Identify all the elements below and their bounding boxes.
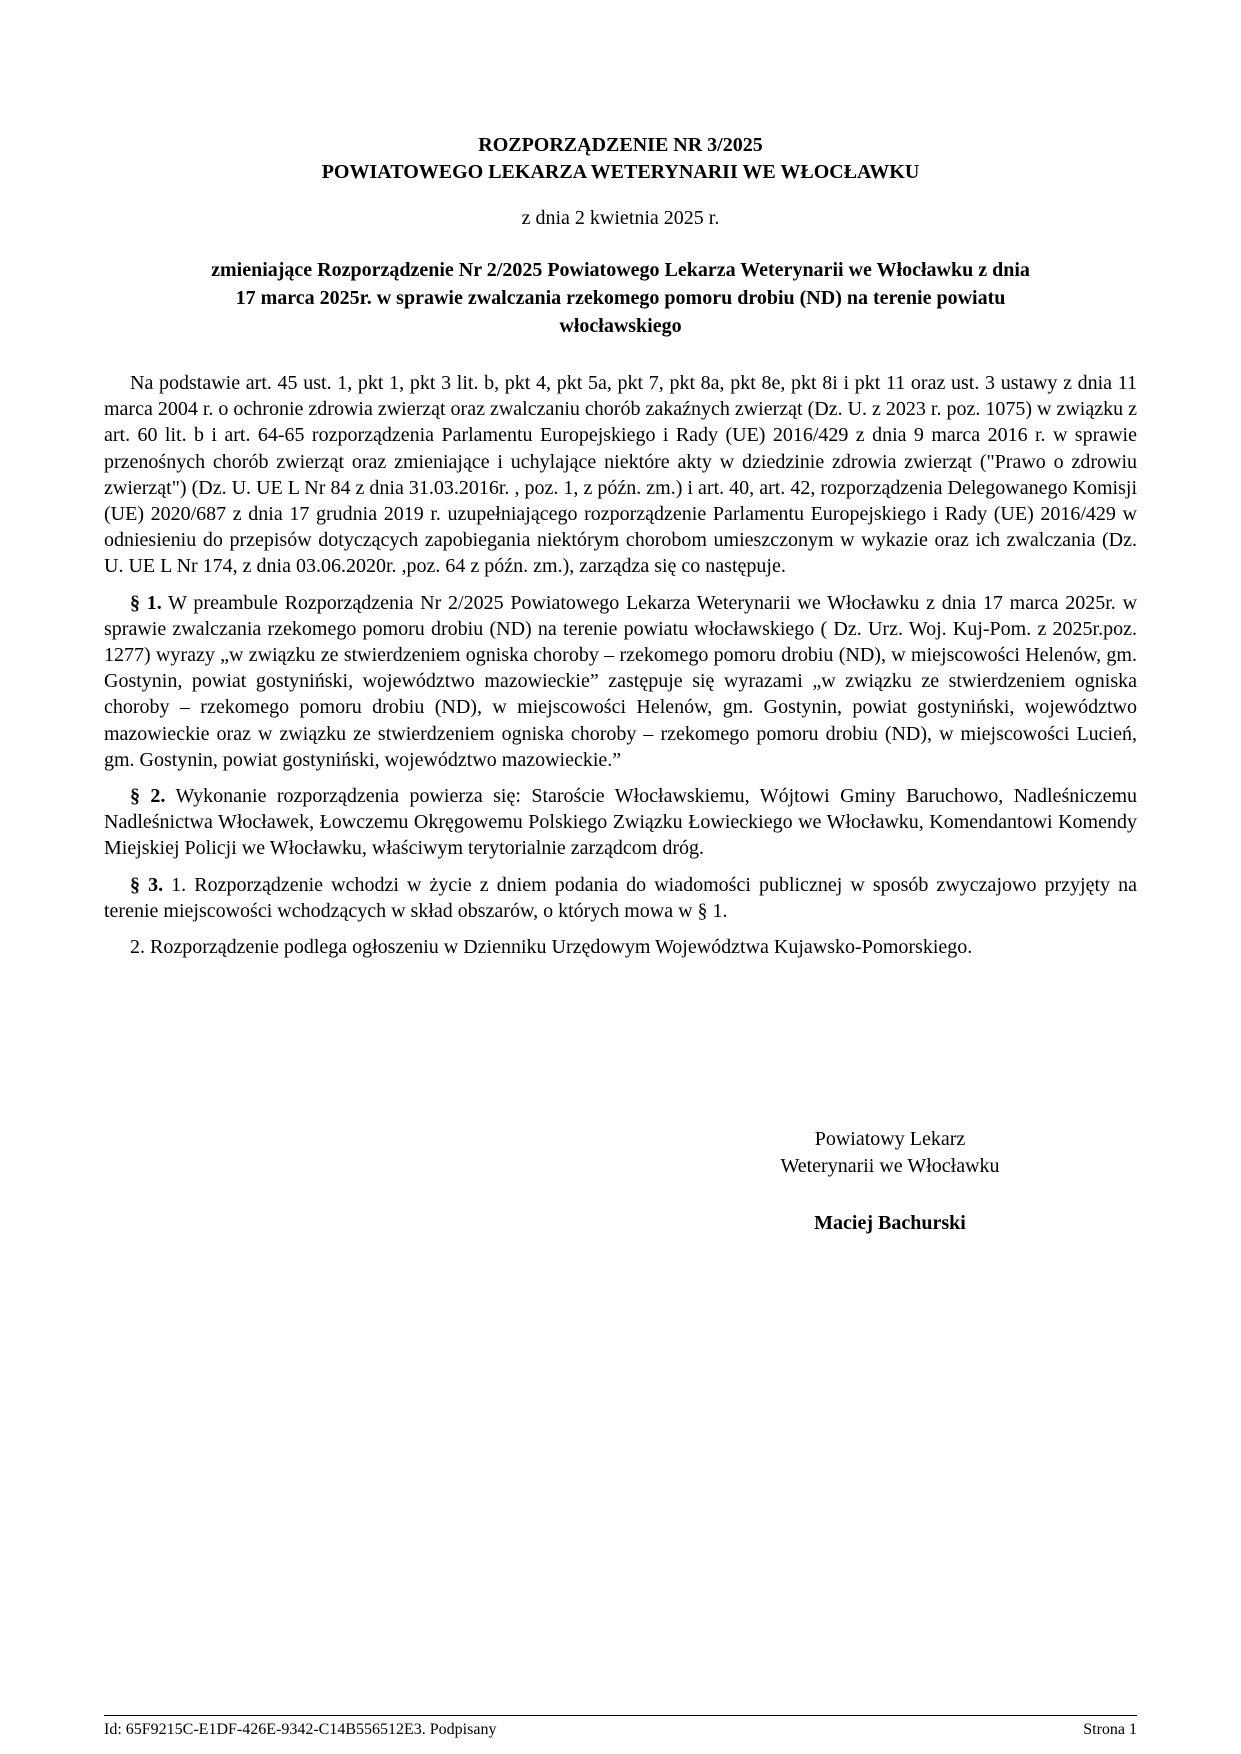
section-3-text: 1. Rozporządzenie wchodzi w życie z dniem podania do wiadomości publicznej w sposób zwyczajowo przyjęty na terenie miejscowości wchodzących w skład obszarów, o których mowa w § 1. bbox=[104, 873, 1137, 922]
signature-line-2: Weterynarii we Włocławku bbox=[780, 1155, 1000, 1177]
section-3-paragraph bbox=[104, 872, 1137, 924]
signatory-name: Maciej Bachurski bbox=[814, 1212, 966, 1234]
preamble-paragraph: Na podstawie art. 45 ust. 1, pkt 1, pkt 3 lit. b, pkt 4, pkt 5a, pkt 7, pkt 8a, pkt 8e, pkt 8i i pkt 11 oraz ust. 3 ustawy z dnia 11 marca 2004 r. o ochronie zdrowia zwierząt oraz zwalczaniu chorób zakaźnych zwierząt (Dz. U. z 2023 r. poz. 1075) w związku z art. 60 lit. b i art. 64-65 rozporządzenia Parlamentu Europejskiego i Rady (UE) 2016/429 z dnia 9 marca 2016 r. w sprawie przenośnych chorób zwierząt oraz zmieniające i uchylające niektóre akty w dziedzinie zdrowia zwierząt ("Prawo o zdrowiu zwierząt") (Dz. U. UE L Nr 84 z dnia 31.03.2016r. , poz. 1, z późn. zm.) i art. 40, art. 42, rozporządzenia Delegowanego Komisji (UE) 2020/687 z dnia 17 grudnia 2019 r. uzupełniającego rozporządzenie Parlamentu Europejskiego i Rady (UE) 2016/429 w odniesieniu do przepisów dotyczących zapobiegania niektórym chorobom umieszczonym w wykazie oraz ich zwalczania (Dz. U. UE L Nr 174, z dnia 03.06.2020r. ,poz. 64 z późn. zm.), zarządza się co następuje. bbox=[104, 372, 1137, 578]
footer-divider bbox=[104, 1715, 1137, 1716]
footer-page-number: Strona 1 bbox=[1083, 1721, 1137, 1738]
document-subject bbox=[130, 256, 1111, 340]
document-title bbox=[0, 132, 1241, 186]
document-body bbox=[104, 370, 1137, 970]
subject-line-3: włocławskiego bbox=[559, 315, 682, 337]
section-2-text: Wykonanie rozporządzenia powierza się: Staroście Włocławskiemu, Wójtowi Gminy Baruchowo, Nadleśniczemu Nadleśnictwa Włocławek, Łowczemu Okręgowemu Polskiego Związku Łowieckiego we Włocławku, Komendantowi Komendy Miejskiej Policji we Włocławku, właściwym terytorialnie zarządcom dróg. bbox=[104, 785, 1138, 860]
section-2-label: § 2. bbox=[130, 785, 166, 808]
subject-line-2: 17 marca 2025r. w sprawie zwalczania rzekomego pomoru drobiu (ND) na terenie powiatu bbox=[235, 287, 1006, 309]
signature-line-1: Powiatowy Lekarz bbox=[814, 1128, 966, 1150]
section-3-label: § 3. bbox=[130, 873, 164, 896]
title-line-1: ROZPORZĄDZENIE NR 3/2025 bbox=[478, 134, 763, 156]
signature-block bbox=[700, 1126, 1080, 1237]
section-1-paragraph bbox=[104, 590, 1137, 773]
subject-line-1: zmieniające Rozporządzenie Nr 2/2025 Powiatowego Lekarza Weterynarii we Włocławku z dnia bbox=[211, 259, 1030, 281]
section-3-point-2: 2. Rozporządzenie podlega ogłoszeniu w Dzienniku Urzędowym Województwa Kujawsko-Pomorskiego. bbox=[130, 936, 973, 959]
document-date: z dnia 2 kwietnia 2025 r. bbox=[521, 207, 720, 229]
section-2-paragraph bbox=[104, 783, 1137, 862]
title-line-2: POWIATOWEGO LEKARZA WETERYNARII WE WŁOCŁAWKU bbox=[321, 161, 920, 183]
section-1-label: § 1. bbox=[130, 591, 162, 614]
footer-document-id: Id: 65F9215C-E1DF-426E-9342-C14B556512E3. Podpisany bbox=[104, 1721, 497, 1738]
section-1-text: W preambule Rozporządzenia Nr 2/2025 Powiatowego Lekarza Weterynarii we Włocławku z dnia 17 marca 2025r. w sprawie zwalczania rzekomego pomoru drobiu (ND) na terenie powiatu włocławskiego ( Dz. Urz. Woj. Kuj-Pom. z 2025r.poz. 1277) wyrazy „w związku ze stwierdzeniem ogniska choroby – rzekomego pomoru drobiu (ND), w miejscowości Helenów, gm. Gostynin, powiat gostyniński, województwo mazowieckie” zastępuje się wyrazami „w związku ze stwierdzeniem ogniska choroby – rzekomego pomoru drobiu (ND), w miejscowości Helenów, gm. Gostynin, powiat gostyniński, województwo mazowieckie oraz w związku ze stwierdzeniem ogniska choroby – rzekomego pomoru drobiu (ND), w miejscowości Lucień, gm. Gostynin, powiat gostyniński, województwo mazowieckie.” bbox=[104, 591, 1138, 771]
